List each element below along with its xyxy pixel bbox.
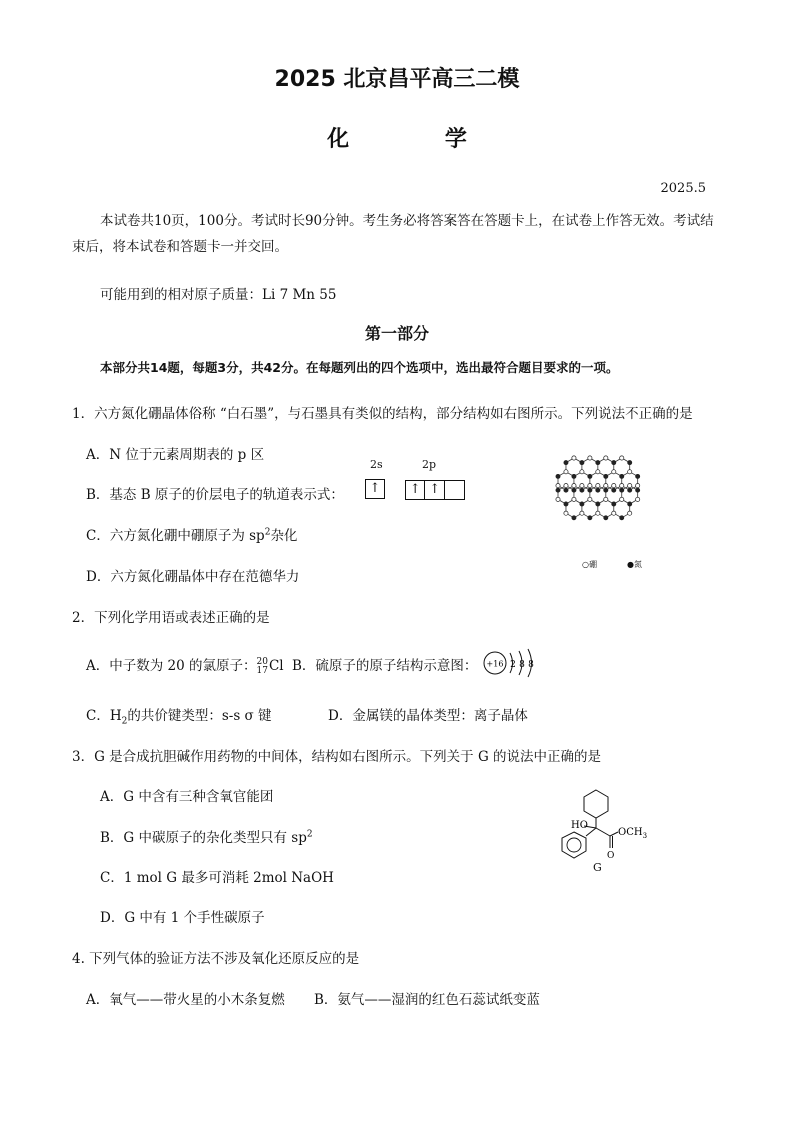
boron-atom xyxy=(604,484,608,488)
nitrogen-atom xyxy=(620,516,624,520)
q2-option-a: A．中子数为 20 的氯原子： 20 17 Cl xyxy=(86,656,284,676)
nitrogen-atom xyxy=(580,502,584,506)
nitrogen-atom xyxy=(572,516,576,520)
q1-stem: 1．六方氮化硼晶体俗称 “白石墨”，与石墨具有类似的结构，部分结构如右图所示。下列说法不正确的是 xyxy=(72,406,693,422)
nitrogen-atom xyxy=(572,488,576,492)
q1-option-d: D．六方氮化硼晶体中存在范德华力 xyxy=(86,569,300,585)
shell-2-electrons: 8 xyxy=(519,660,525,670)
nitrogen-atom xyxy=(564,502,568,506)
q2-option-b: B．硫原子的原子结构示意图： xyxy=(292,658,478,674)
boron-atom xyxy=(580,511,584,515)
nitrogen-atom xyxy=(612,461,616,465)
compound-g-label: G xyxy=(593,861,602,874)
q2-stem: 2．下列化学用语或表述正确的是 xyxy=(72,610,270,626)
boron-atom xyxy=(588,484,592,488)
nitrogen-atom xyxy=(628,502,632,506)
boron-atom xyxy=(612,484,616,488)
q3-option-d: D．G 中有 1 个手性碳原子 xyxy=(100,910,265,926)
q1-option-b: B．基态 B 原子的价层电子的轨道表示式： xyxy=(86,487,344,503)
nitrogen-atom xyxy=(564,461,568,465)
boron-atom xyxy=(612,511,616,515)
boron-atom xyxy=(604,456,608,460)
q4-option-b: B．氨气——湿润的红色石蕊试纸变蓝 xyxy=(314,992,540,1008)
q4-stem: 4. 下列气体的验证方法不涉及氧化还原反应的是 xyxy=(72,951,360,967)
q4-option-a: A．氧气——带火星的小木条复燃 xyxy=(86,992,285,1008)
nitrogen-atom xyxy=(604,474,608,478)
boron-atom xyxy=(588,456,592,460)
benzene-ring xyxy=(562,832,586,858)
q3-option-c: C．1 mol G 最多可消耗 2mol NaOH xyxy=(100,870,334,886)
q3-option-a: A．G 中含有三种含氧官能团 xyxy=(100,789,274,805)
boron-atom xyxy=(556,497,560,501)
nitrogen-atom xyxy=(628,461,632,465)
orbital-2p-label: 2p xyxy=(422,458,437,471)
atomic-masses: 可能用到的相对原子质量：Li 7 Mn 55 xyxy=(100,287,337,303)
legend-boron: ○硼 xyxy=(582,560,597,569)
boron-atom xyxy=(628,511,632,515)
label-och3: $OCH_3$ xyxy=(618,827,648,840)
nitrogen-atom xyxy=(604,488,608,492)
shell-1-electrons: 2 xyxy=(510,660,516,670)
q1-option-c: C．六方氮化硼中硼原子为 $sp^2$杂化 xyxy=(86,527,298,544)
nitrogen-atom xyxy=(556,474,560,478)
shell-3-electrons: 8 xyxy=(528,660,534,670)
nitrogen-atom xyxy=(596,502,600,506)
sulfur-atom-diagram xyxy=(482,648,542,678)
nitrogen-atom xyxy=(588,474,592,478)
nitrogen-atom xyxy=(612,488,616,492)
q3-option-b: B．G 中碳原子的杂化类型只有 $sp^2$ xyxy=(100,829,313,846)
q2-option-c: C．$H_2$的共价键类型：s-s σ 键 xyxy=(86,708,272,727)
instructions: 本试卷共10页，100分。考试时长90分钟。考生务必将答案答在答题卡上，在试卷上作答无效。考试结束后，将本试卷和答题卡一并交回。 xyxy=(72,213,714,255)
boron-atom xyxy=(604,497,608,501)
boron-atom xyxy=(596,511,600,515)
legend-nitrogen: ●氮 xyxy=(627,560,642,569)
boron-atom xyxy=(564,511,568,515)
hexagonal-bn-figure xyxy=(548,446,652,558)
boron-atom xyxy=(596,470,600,474)
compound-g-structure xyxy=(554,786,664,876)
q2-option-d: D．金属镁的晶体类型：离子晶体 xyxy=(328,708,528,724)
nitrogen-atom xyxy=(636,488,640,492)
boron-atom xyxy=(556,484,560,488)
subject-title: 化 学 xyxy=(327,127,511,152)
nitrogen-atom xyxy=(596,461,600,465)
nitrogen-atom xyxy=(564,488,568,492)
boron-atom xyxy=(572,456,576,460)
orbital-2p-box-3 xyxy=(445,480,465,500)
boron-atom xyxy=(588,497,592,501)
nucleus-charge: +16 xyxy=(486,659,504,669)
boron-atom xyxy=(564,484,568,488)
exam-title: 2025 北京昌平高三二模 xyxy=(274,67,520,92)
nitrogen-atom xyxy=(612,502,616,506)
boron-atom xyxy=(580,484,584,488)
nitrogen-atom xyxy=(580,488,584,492)
nitrogen-atom xyxy=(588,488,592,492)
nitrogen-atom xyxy=(620,488,624,492)
boron-atom xyxy=(572,484,576,488)
exam-date: 2025.5 xyxy=(660,181,706,196)
cyclohexane-ring xyxy=(584,790,608,818)
boron-atom xyxy=(636,497,640,501)
nitrogen-atom xyxy=(604,516,608,520)
nitrogen-atom xyxy=(620,474,624,478)
boron-atom xyxy=(620,497,624,501)
isotope-symbol: Cl xyxy=(268,658,284,674)
boron-atom xyxy=(580,470,584,474)
boron-atom xyxy=(572,497,576,501)
orbital-2p-box-1: ↑ xyxy=(405,480,425,500)
nitrogen-atom xyxy=(596,488,600,492)
boron-atom xyxy=(612,470,616,474)
boron-atom xyxy=(620,456,624,460)
q3-stem: 3．G 是合成抗胆碱作用药物的中间体，结构如右图所示。下列关于 G 的说法中正确的是 xyxy=(72,749,602,765)
orbital-2p-box-2: ↑ xyxy=(425,480,445,500)
nitrogen-atom xyxy=(580,461,584,465)
orbital-2p-boxes xyxy=(405,480,465,500)
part-heading: 第一部分 xyxy=(364,324,429,343)
isotope-atomic-number: 17 xyxy=(256,665,268,676)
nitrogen-atom xyxy=(556,488,560,492)
orbital-2s-label: 2s xyxy=(370,458,383,471)
label-ho: HO xyxy=(571,820,588,831)
isotope-mass-number: 20 xyxy=(256,656,268,667)
boron-atom xyxy=(564,470,568,474)
q1-option-a: A．N 位于元素周期表的 p 区 xyxy=(86,447,265,463)
orbital-diagram xyxy=(365,478,465,500)
part-note: 本部分共14题，每题3分，共42分。在每题列出的四个选项中，选出最符合题目要求的一项。 xyxy=(100,360,619,375)
boron-atom xyxy=(620,484,624,488)
boron-atom xyxy=(636,484,640,488)
orbital-2s-box: ↑ xyxy=(365,479,385,499)
nitrogen-atom xyxy=(572,474,576,478)
boron-atom xyxy=(596,484,600,488)
boron-atom xyxy=(628,470,632,474)
label-carbonyl-o: O xyxy=(607,851,615,861)
nitrogen-atom xyxy=(588,516,592,520)
nitrogen-atom xyxy=(636,474,640,478)
nitrogen-atom xyxy=(628,488,632,492)
boron-atom xyxy=(628,484,632,488)
